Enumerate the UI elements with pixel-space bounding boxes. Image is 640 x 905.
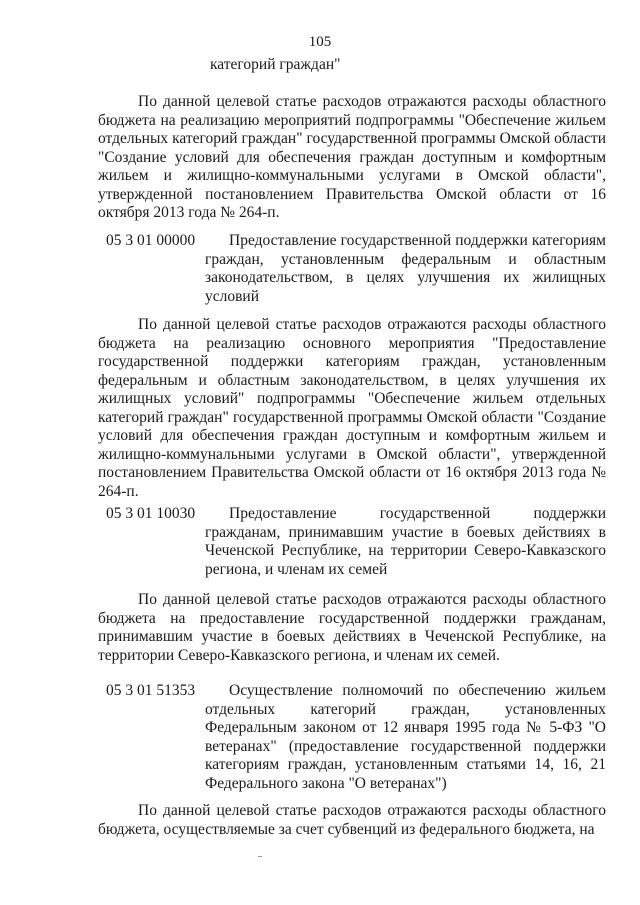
budget-code: 05 3 01 51353 — [106, 682, 196, 699]
paragraph-program-expenses: По данной целевой статье расходов отражаются расходы областного бюджета на реализацию мероприятий подпрограммы "Обеспечение жильем отдельных категорий граждан" государственной программы Омской области "Создание условий для обеспечения граждан доступным и комфортным жильем и жилищно-коммунальными услугами в Омской области", утвержденной постановлением Правительства Омской области от 16 октября 2013 года № 264-п. — [98, 93, 606, 221]
page-number: 105 — [308, 34, 332, 50]
scan-artifact-mark — [258, 856, 262, 857]
budget-entry-title: Предоставление государственной поддержки категориям граждан, установленным федеральным и областным законодательством, в целях улучшения их жилищных условий — [205, 232, 606, 305]
budget-entry-05-3-01-00000 — [98, 232, 606, 306]
paragraph-chechen-support-expenses: По данной целевой статье расходов отражаются расходы областного бюджета на предоставление государственной поддержки гражданам, принимавшим участие в боевых действиях в Чеченской Республике, на территории Северо-Кавказского региона, и членам их семей. — [98, 591, 606, 664]
paragraph-federal-subvention-expenses: По данной целевой статье расходов отражаются расходы областного бюджета, осуществляемые за счет субвенций из федерального бюджета, на — [98, 802, 606, 838]
budget-entry-title: Осуществление полномочий по обеспечению жильем отдельных категорий граждан, установленных Федеральным законом от 12 января 1995 года № 5-ФЗ "О ветеранах" (предоставление государственной поддержки категориям граждан, установленным статьями 14, 16, 21 Федерального закона "О ветеранах") — [205, 682, 606, 792]
budget-entry-title: Предоставление государственной поддержки гражданам, принимавшим участие в боевых действиях в Чеченской Республике, на территории Северо-Кавказского региона, и членам их семей — [205, 505, 606, 578]
budget-entry-05-3-01-51353 — [98, 682, 606, 793]
budget-code: 05 3 01 00000 — [106, 232, 196, 249]
paragraph-main-measure-expenses: По данной целевой статье расходов отражаются расходы областного бюджета на реализацию основного мероприятия "Предоставление государственной поддержки категориям граждан, установленным федеральным и областным законодательством, в целях улучшения их жилищных условий" подпрограммы "Обеспечение жильем отдельных категорий граждан" государственной программы Омской области "Создание условий для обеспечения граждан доступным и комфортным жильем и жилищно-коммунальными услугами в Омской области", утвержденной постановлением Правительства Омской области от 16 октября 2013 года № 264-п. — [98, 316, 606, 500]
continued-heading-fragment: категорий граждан" — [210, 56, 341, 73]
budget-code: 05 3 01 10030 — [106, 505, 196, 522]
budget-entry-05-3-01-10030 — [98, 505, 606, 579]
